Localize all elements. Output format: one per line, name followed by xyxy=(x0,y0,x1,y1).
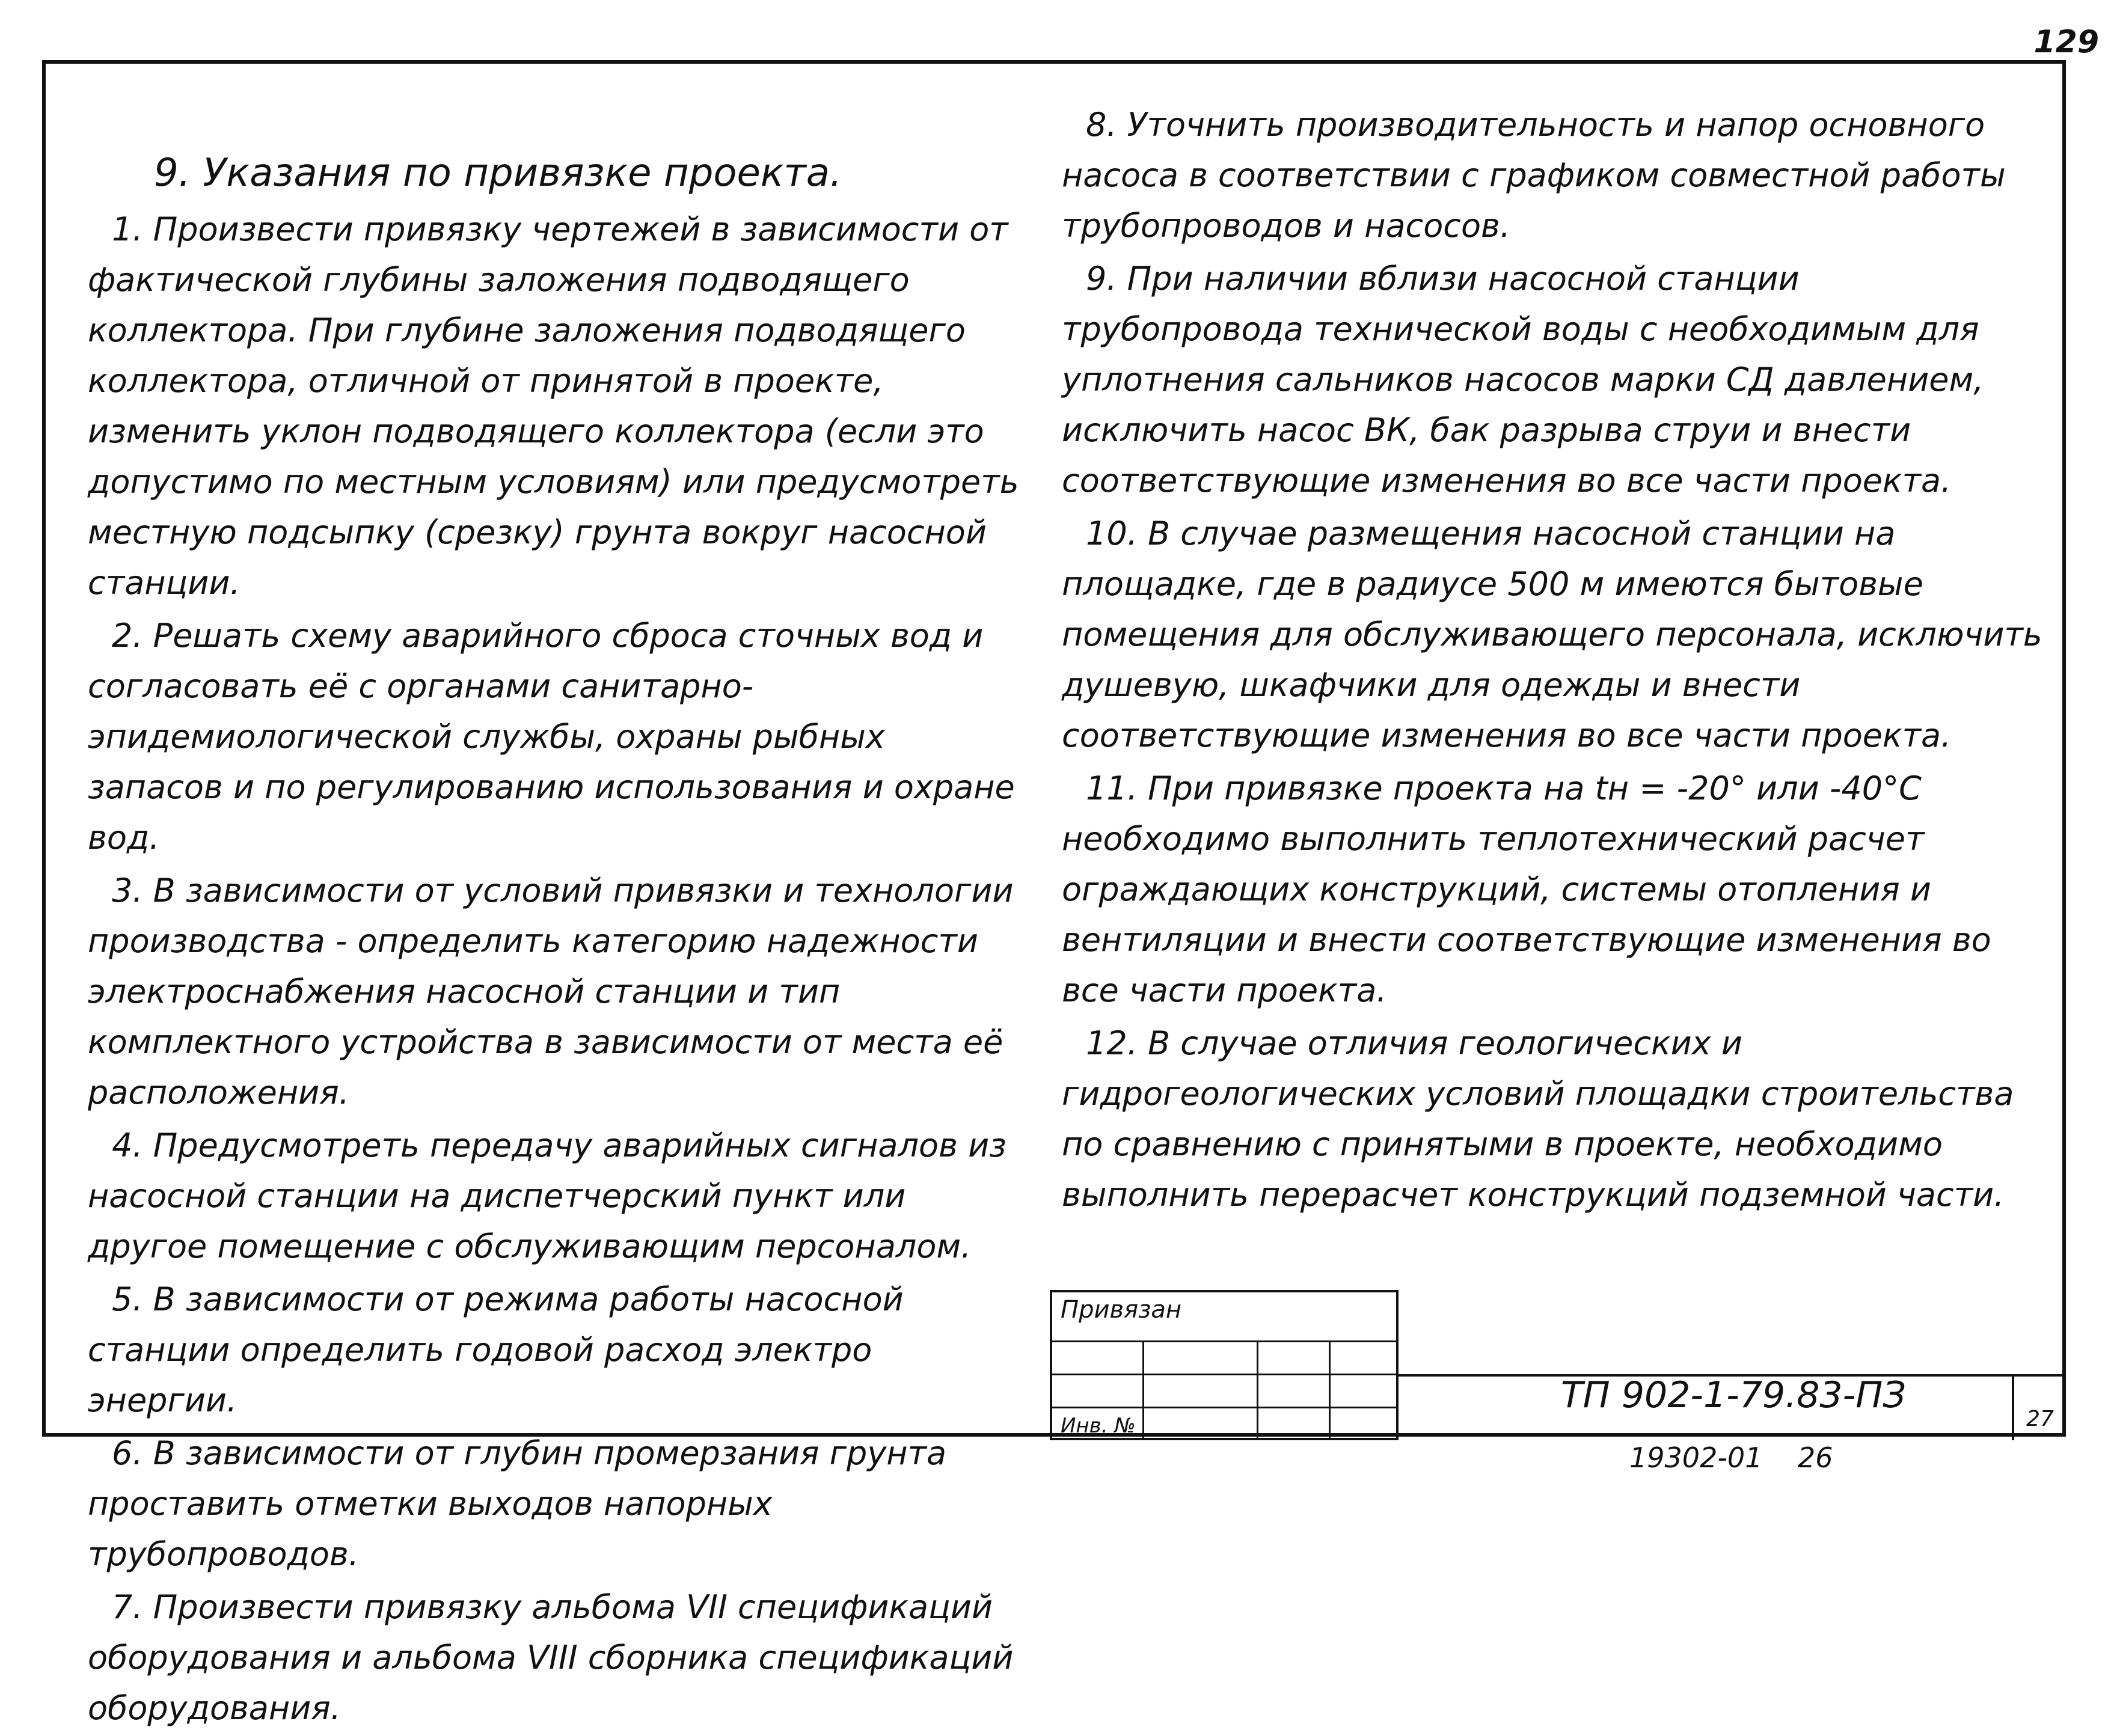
instruction-item-2: 2. Решать схему аварийного сброса сточных вод и согласовать её с органами санитарно-эпидемиологической службы, охраны рыбных запасов и по регулированию использования и охране вод. xyxy=(88,617,1015,857)
sheet-number: 27 xyxy=(2012,1374,2066,1440)
stamp-divider xyxy=(1052,1407,1396,1408)
title-block xyxy=(1050,1290,2066,1440)
stamp-divider xyxy=(1052,1374,1396,1375)
left-column xyxy=(88,100,1026,1736)
instruction-item-12: 12. В случае отличия геологических и гидрогеологических условий площадки строительства по сравнению с принятыми в проекте, необходимо выполнить перерасчет конструкций подземной части. xyxy=(1062,1024,2014,1214)
stamp-divider xyxy=(1142,1340,1144,1438)
document-code: ТП 902-1-79.83-ПЗ xyxy=(1561,1374,1906,1416)
instruction-item-7: 7. Произвести привязку альбома VII спецификаций оборудования и альбома VIII сборника спецификаций оборудования. xyxy=(88,1588,1014,1727)
instruction-item-1: 1. Произвести привязку чертежей в зависимости от фактической глубины заложения подводящего коллектора. При глубине заложения подводящего коллектора, отличной от принятой в проекте, изменить уклон подводящего коллектора (если это допустимо по местным условиям) или предусмотреть местную подсыпку (срезку) грунта вокруг насосной станции. xyxy=(88,210,1019,602)
page-number: 129 xyxy=(2033,24,2099,60)
instruction-item-6: 6. В зависимости от глубин промерзания грунта проставить отметки выходов напорных трубопроводов. xyxy=(88,1434,947,1573)
section-heading: 9. Указания по привязке проекта. xyxy=(154,151,842,195)
footer-page-number: 26 xyxy=(1798,1441,1833,1474)
stamp-divider xyxy=(1052,1340,1396,1342)
stamp-divider xyxy=(1329,1340,1331,1438)
instruction-item-3: 3. В зависимости от условий привязки и технологии производства - определить категорию надежности электроснабжения насосной станции и тип комплектного устройства в зависимости от места её расположения. xyxy=(88,872,1014,1111)
instruction-item-4: 4. Предусмотреть передачу аварийных сигналов из насосной станции на диспетчерский пункт или другое помещение с обслуживающим персоналом. xyxy=(88,1126,1006,1265)
bound-label: Привязан xyxy=(1061,1296,1182,1324)
inventory-label: Инв. № xyxy=(1061,1414,1136,1438)
binding-stamp xyxy=(1050,1290,1399,1440)
instruction-item-10: 10. В случае размещения насосной станции на площадке, где в радиусе 500 м имеются бытовые помещения для обслуживающего персонала, исключить душевую, шкафчики для одежды и внести соответствующие изменения во все части проекта. xyxy=(1062,515,2042,754)
instruction-item-11: 11. При привязке проекта на tн = -20° или -40°С необходимо выполнить теплотехнический расчет ограждающих конструкций, системы отопления и вентиляции и внести соответствующие изменения во все части проекта. xyxy=(1062,769,1991,1009)
right-column xyxy=(1062,100,2048,1223)
instruction-item-8: 8. Уточнить производительность и напор основного насоса в соответствии с графиком совместной работы трубопроводов и насосов. xyxy=(1062,106,2006,245)
instruction-item-9: 9. При наличии вблизи насосной станции трубопровода технической воды с необходимым для уплотнения сальников насосов марки СД давлением, исключить насос ВК, бак разрыва струи и внести соответствующие изменения во все части проекта. xyxy=(1062,260,1984,500)
instruction-item-5: 5. В зависимости от режима работы насосной станции определить годовой расход электро энергии. xyxy=(88,1280,904,1419)
album-code: 19302-01 xyxy=(1629,1441,1763,1474)
stamp-divider xyxy=(1257,1340,1258,1438)
